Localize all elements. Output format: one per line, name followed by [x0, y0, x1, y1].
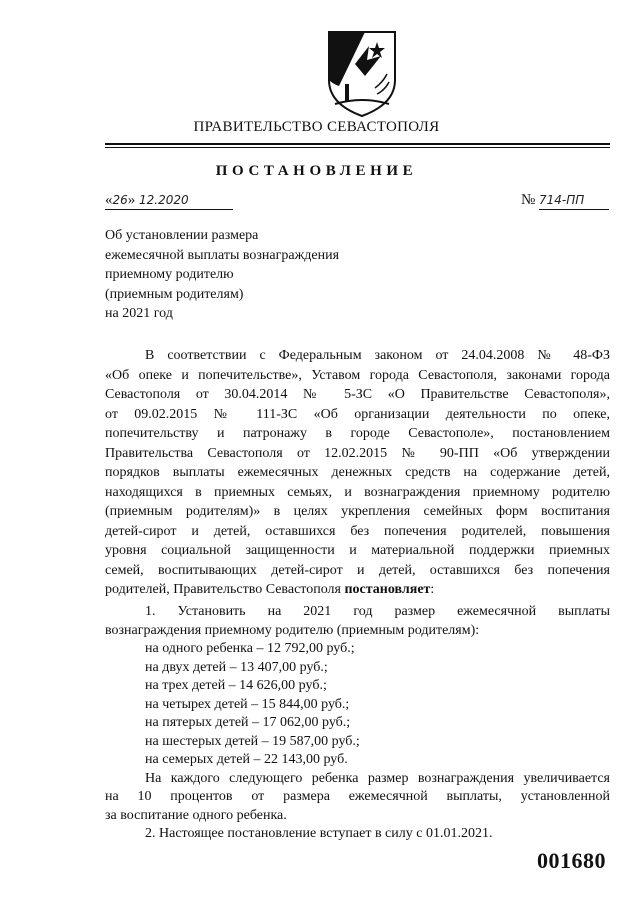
- preamble-line: порядков выплаты ежемесячных денежных средств на содержание детей,: [105, 465, 610, 480]
- amount-line: на семерых детей – 22 143,00 руб.: [145, 752, 348, 767]
- preamble-last-line: [105, 580, 610, 600]
- extra-last-line: за воспитание одного ребенка.: [105, 807, 287, 823]
- preamble-line: попечительству и патронажу в городе Севастополе», постановлением: [105, 426, 610, 441]
- document-type-title: ПОСТАНОВЛЕНИЕ: [215, 163, 418, 179]
- number-value: 714-ПП: [539, 193, 585, 207]
- amount-line: на шестерых детей – 19 587,00 руб.;: [145, 733, 360, 749]
- subject-line: Об установлении размера: [105, 228, 259, 243]
- subject-line: приемному родителю: [105, 267, 234, 282]
- subject-line: (приемным родителям): [105, 286, 244, 302]
- preamble-line: находящихся в приемных семьях, и вознаграждения приемному родителю: [105, 484, 610, 500]
- amount-line: на пятерых детей – 17 062,00 руб.;: [145, 715, 351, 730]
- document-subject: [105, 226, 339, 324]
- amount-line: на двух детей – 13 407,00 руб.;: [145, 659, 328, 675]
- government-title: ПРАВИТЕЛЬСТВО СЕВАСТОПОЛЯ: [193, 119, 440, 135]
- preamble-line: «Об опеке и попечительстве», Уставом города Севастополя, законами города: [105, 367, 610, 383]
- subject-line: ежемесячной выплаты вознаграждения: [105, 247, 340, 263]
- preamble-line: В соответствии с Федеральным законом от 24.04.2008 № 48-ФЗ: [145, 348, 610, 363]
- item1-line: 1. Установить на 2021 год размер ежемесячной выплаты: [145, 604, 610, 619]
- coat-of-arms-emblem: [325, 26, 399, 118]
- date-close-quote: »: [127, 192, 136, 208]
- preamble-line: Севастополя от 30.04.2014 № 5-ЗС «О Правительстве Севастополя»,: [105, 387, 610, 402]
- form-serial-number: 001680: [537, 848, 606, 873]
- item2-line: 2. Настоящее постановление вступает в силу с 01.01.2021.: [145, 826, 493, 841]
- preamble-line: детей-сирот и детей, оставшихся без попечения родителей, повышения: [105, 523, 610, 539]
- document-date: [105, 192, 233, 210]
- preamble-line: Правительства Севастополя от 12.02.2015 № 90-ПП «Об утверждении: [105, 445, 610, 461]
- date-day: 26: [112, 193, 128, 207]
- header-double-rule: [105, 143, 610, 145]
- preamble-line: уровня социальной защищенности и материальной поддержки приемных: [105, 543, 610, 558]
- subject-line: на 2021 год: [105, 306, 173, 321]
- number-sign: №: [520, 192, 536, 208]
- extra-line: На каждого следующего ребенка размер вознаграждения увеличивается: [145, 770, 610, 786]
- preamble-line: от 09.02.2015 № 111-ЗС «Об организации деятельности по опеке,: [105, 406, 610, 422]
- extra-line: на 10 процентов от размера ежемесячной выплаты, установленной: [105, 789, 610, 804]
- amount-line: на четырех детей – 15 844,00 руб.;: [145, 696, 350, 712]
- amount-line: на одного ребенка – 12 792,00 руб.;: [145, 641, 355, 656]
- date-open-quote: «: [105, 192, 113, 208]
- preamble-line: (приемным родителям)» в целях укрепления семейных форм воспитания: [105, 504, 610, 519]
- preamble-last-text: родителей, Правительство Севастополя: [105, 582, 345, 597]
- resolution-items: [105, 603, 610, 844]
- document-number: [521, 192, 609, 210]
- preamble-line: семей, воспитывающих детей-сирот и детей, оставшихся без попечения: [105, 562, 610, 578]
- item1-line: вознаграждения приемному родителю (приемным родителям):: [105, 622, 480, 638]
- amount-line: на трех детей – 14 626,00 руб.;: [145, 678, 327, 693]
- date-month-year: 12.2020: [139, 193, 189, 207]
- preamble-colon: :: [430, 582, 435, 597]
- preamble-paragraph: [105, 346, 610, 600]
- header-double-rule-thin: [105, 147, 610, 148]
- resolves-keyword: постановляет: [344, 582, 431, 597]
